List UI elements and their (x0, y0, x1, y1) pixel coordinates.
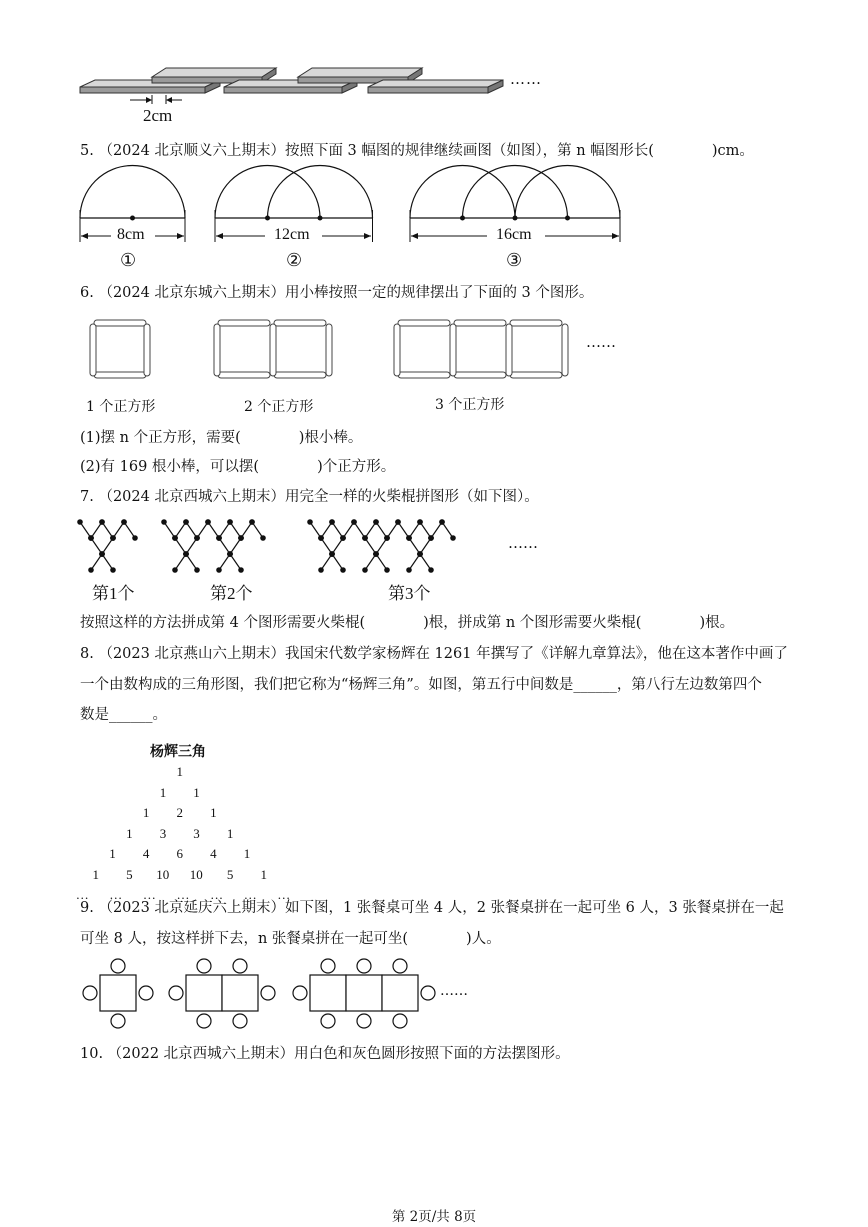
q6-sub-question-1: (1)摆 n 个正方形，需要( )根小棒。 (80, 430, 363, 446)
triangle-number: 1 (109, 846, 116, 861)
triangle-number: … (176, 887, 190, 902)
q5-length-label-2: 12cm (274, 226, 310, 243)
q5-figure-number-2: ② (286, 250, 303, 271)
triangle-number: 3 (193, 825, 200, 841)
triangle-number: 1 (126, 825, 133, 841)
triangle-number: 6 (176, 846, 183, 861)
q5-figure-number-3: ③ (506, 250, 523, 271)
triangle-number: … (75, 887, 89, 902)
triangle-number: 1 (159, 784, 167, 800)
triangle-number: 1 (193, 784, 200, 800)
q8-line-3: 数是______。 (80, 707, 167, 723)
triangle-number: 3 (159, 825, 167, 841)
q9-line-2: 可坐 8 人，按这样拼下去，n 张餐桌拼在一起可坐( )人。 (80, 931, 501, 947)
q5-length-label-3: 16cm (496, 226, 532, 243)
triangle-number: 1 (210, 805, 217, 820)
triangle-number: … (109, 887, 123, 902)
triangle-number: 4 (142, 846, 150, 861)
question-7-text: 7. （2024 北京西城六上期末）用完全一样的火柴棍拼图形（如下图）。 (80, 489, 539, 505)
triangle-number: … (142, 887, 156, 902)
q8-line-1: 8. （2023 北京燕山六上期末）我国宋代数学家杨辉在 1261 年撰写了《详解九章算法》，他在这本著作中画了 (80, 646, 788, 662)
triangle-number: 1 (142, 805, 150, 820)
gap-label: 2cm (143, 106, 173, 125)
question-6-text: 6. （2024 北京东城六上期末）用小棒按照一定的规律摆出了下面的 3 个图形。 (80, 285, 594, 301)
question-5-text: 5. （2024 北京顺义六上期末）按照下面 3 幅图的规律继续画图（如图），第 n 幅图形长( )cm。 (80, 143, 754, 159)
triangle-number: 2 (176, 805, 183, 820)
q9-tables-figure (78, 955, 478, 1035)
q7-figure-label-1: 第1个 (92, 584, 135, 603)
page-footer: 第 2页/共 8页 (391, 1209, 477, 1225)
q6-sub-question-2: (2)有 169 根小棒，可以摆( )个正方形。 (80, 459, 396, 475)
triangle-number: 10 (189, 866, 203, 882)
yanghui-title: 杨辉三角 (150, 744, 206, 760)
q9-line-1: 9. （2023 北京延庆六上期末）如下图，1 张餐桌可坐 4 人，2 张餐桌拼在一起可坐 6 人，3 张餐桌拼在一起 (80, 900, 784, 916)
triangle-number: 1 (260, 866, 267, 882)
triangle-number: 10 (156, 866, 170, 882)
q7-figure-label-2: 第2个 (210, 584, 253, 603)
triangle-number: 5 (126, 866, 133, 882)
triangle-number: … (210, 887, 224, 902)
q7-question: 按照这样的方法拼成第 4 个图形需要火柴棍( )根，拼成第 n 个图形需要火柴棍( )根。 (80, 615, 735, 631)
q6-figure-1 (88, 318, 158, 388)
q7-matchstick-figures (78, 518, 558, 578)
q6-figure-label-2: 2 个正方形 (244, 399, 314, 415)
q6-figure-label-1: 1 个正方形 (86, 399, 156, 415)
q7-figure-label-3: 第3个 (388, 584, 431, 603)
q6-figure-2 (212, 318, 342, 388)
triangle-number: … (277, 887, 291, 902)
triangle-number: … (243, 887, 257, 902)
q8-line-2: 一个由数构成的三角形图，我们把它称为“杨辉三角”。如图，第五行中间数是______，第八行左边数第四个 (80, 677, 762, 693)
q6-figure-label-3: 3 个正方形 (435, 397, 505, 413)
q5-figure-number-1: ① (120, 250, 137, 271)
question-10-text: 10. （2022 北京西城六上期末）用白色和灰色圆形按照下面的方法摆图形。 (80, 1046, 570, 1062)
q6-ellipsis: …… (586, 333, 616, 351)
triangle-number: 1 (176, 764, 183, 779)
q6-figure-3 (392, 318, 572, 388)
q9-ellipsis: …… (440, 983, 468, 999)
triangle-number: 1 (92, 866, 99, 882)
triangle-number: 4 (210, 846, 217, 861)
ellipsis: …… (510, 70, 542, 88)
q5-length-label-1: 8cm (117, 226, 145, 243)
q7-ellipsis: …… (508, 534, 538, 552)
triangle-number: 1 (226, 825, 234, 841)
triangle-number: 5 (226, 866, 234, 882)
triangle-number: 1 (243, 846, 251, 861)
